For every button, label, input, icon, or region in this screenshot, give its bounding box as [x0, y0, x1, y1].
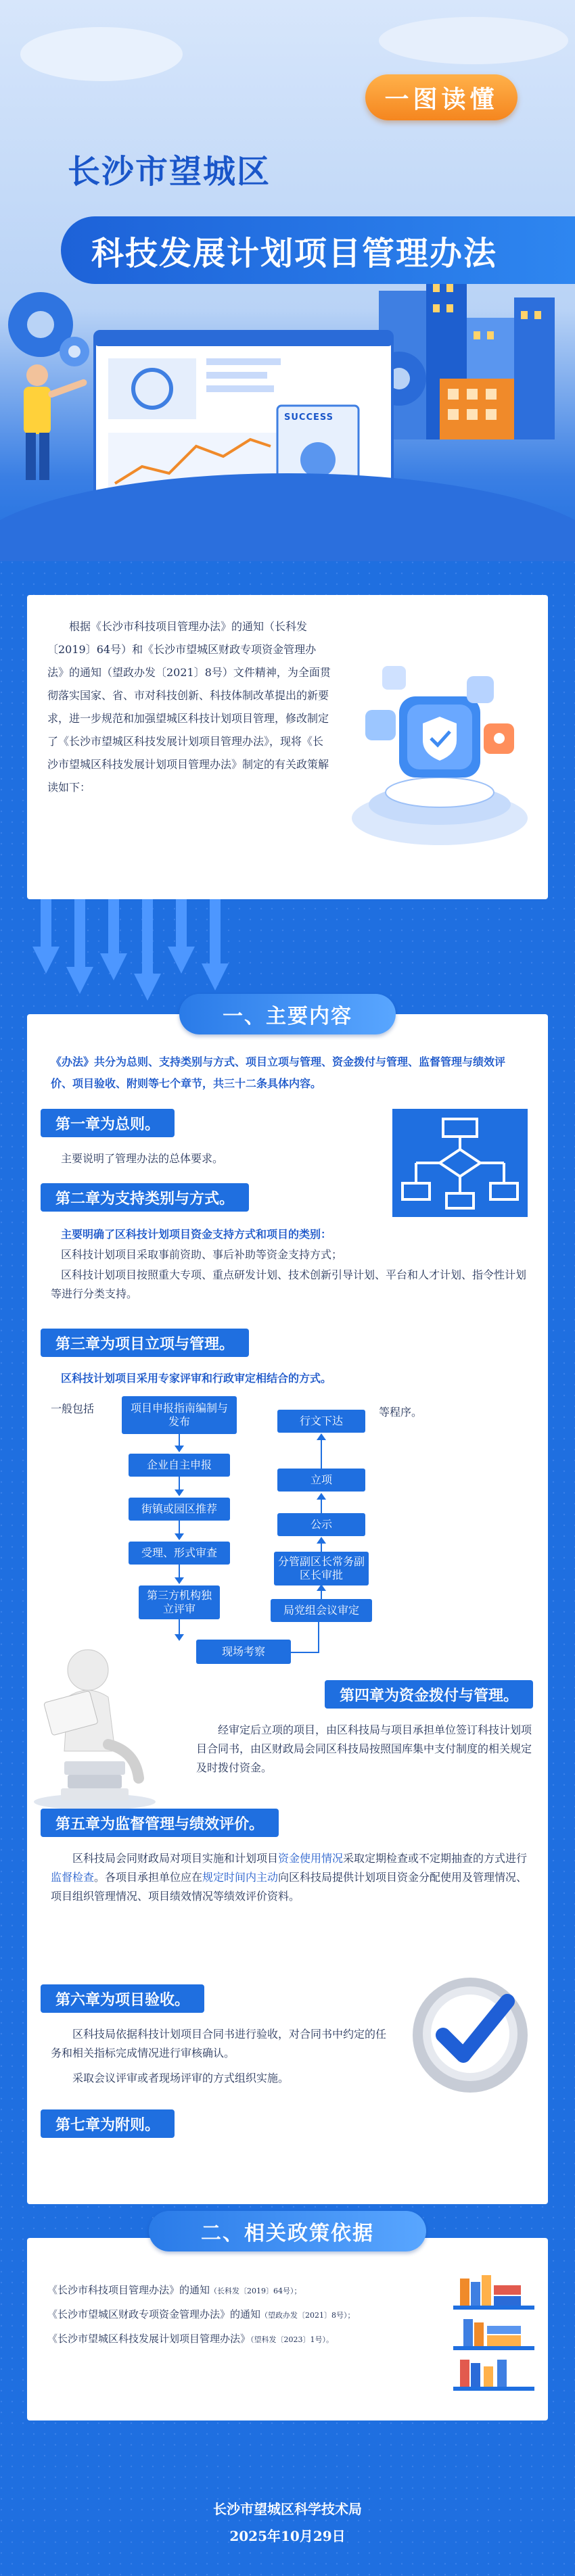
related-policies-card: [27, 2222, 548, 2420]
flow-arrow: [318, 1619, 319, 1653]
chapter-4-text: 经审定后立项的项目，由区科技局与项目承担单位签订科技计划项目合同书，由区财政局会同区科技局按照国库集中支付制度的相关规定及时拨付资金。: [196, 1723, 532, 1774]
chapter-5-text: [51, 1849, 531, 1906]
chapter-5-text-a: 区科技局会同财政局对项目实施和计划项目: [72, 1852, 279, 1865]
flow-arrowhead: [175, 1577, 184, 1584]
flow-arrowhead: [317, 1493, 326, 1500]
summary-text: 《办法》共分为总则、支持类别与方式、项目立项与管理、资金拨付与管理、监督管理与绩效评价、项目验收、附则等七个章节，共三十二条具体内容。: [51, 1055, 506, 1090]
chapter-5-text-d: 向区科技局提供计划项目资金分配使用及管理情况、项目组织管理情况、项目绩效情况等绩效评价资料。: [51, 1871, 528, 1903]
chapter-5-highlight-deadline: 规定时间内主动: [202, 1871, 279, 1884]
flow-step-recommend: 街镇或园区推荐: [129, 1498, 230, 1521]
hero-title-bar: [61, 216, 575, 284]
one-chart-badge: 一图读懂: [365, 74, 518, 120]
chapter-6-title: 第六章为项目验收。: [41, 1984, 204, 2013]
bookshelf-icon: [446, 2265, 541, 2400]
intro-paragraph: 根据《长沙市科技项目管理办法》的通知（长科发〔2019〕64号）和《长沙市望城区财政专项资金管理办法》的通知（望政办发〔2021〕8号）文件精神，为全面贯彻落实国家、省、市对科技创新、科技体制改革提出的新要求，进一步规范和加强望城区科技计划项目管理，修改制定了《长沙市望城区科技发展计划项目管理办法》，现将《长沙市望城区科技发展计划项目管理办法》制定的有关政策解读如下：: [47, 620, 331, 794]
policy-item: [47, 2327, 426, 2352]
policy-item-title: 《长沙市望城区科技发展计划项目管理办法》: [47, 2333, 251, 2345]
flow-step-approval: 分管副区长常务副区长审批: [274, 1552, 369, 1585]
chapter-2-line2: 区科技计划项目按照重大专项、重点研发计划、技术创新引导计划、平台和人才计划、指令性计划等进行分类支持。: [51, 1268, 527, 1300]
policy-item-note: （望科发〔2023〕1号）。: [250, 2335, 334, 2344]
policy-item-note: （长科发〔2019〕64号）；: [210, 2287, 302, 2295]
flow-arrow: [321, 1500, 322, 1513]
flow-arrow: [321, 1440, 322, 1469]
flow-step-third-party: 第三方机构独立评审: [139, 1585, 220, 1619]
policy-item-title: 《长沙市科技项目管理办法》的通知: [47, 2284, 210, 2296]
policy-item: [47, 2279, 426, 2303]
flow-arrowhead: [175, 1489, 184, 1496]
flow-step-issue: 行文下达: [277, 1410, 365, 1433]
success-screen-label: SUCCESS: [284, 412, 334, 423]
chapter-5-highlight-funds: 资金使用情况: [278, 1852, 344, 1865]
chapter-2-line1: 区科技计划项目采取事前资助、事后补助等资金支持方式；: [61, 1248, 343, 1261]
flow-arrowhead: [175, 1446, 184, 1452]
chapter-3-lead: 区科技计划项目采用专家评审和行政审定相结合的方式。: [61, 1372, 332, 1385]
policy-item-note: （望政办发〔2021〕8号）；: [260, 2311, 355, 2320]
chapter-4-title: 第四章为资金拨付与管理。: [325, 1680, 533, 1709]
chapter-6-text1: 区科技局依据科技计划项目合同书进行验收，对合同书中约定的任务和相关指标完成情况进行审核确认。: [51, 2028, 387, 2059]
intro-card: [27, 595, 548, 899]
flow-arrow: [321, 1591, 322, 1599]
flow-step-party-review: 局党组会议审定: [271, 1599, 372, 1622]
flow-arrow: [321, 1544, 322, 1552]
section-main-content-header: 一、主要内容: [179, 994, 396, 1034]
hero-banner: [0, 0, 575, 561]
flow-step-review: 受理、形式审查: [129, 1542, 230, 1565]
chapter-3-tail: 等程序。: [379, 1406, 423, 1418]
policy-list: [47, 2279, 426, 2352]
chapter-2-lead: 主要明确了区科技计划项目资金支持方式和项目的类别：: [61, 1228, 332, 1241]
flow-step-project-setup: 立项: [277, 1469, 365, 1492]
flow-arrow: [291, 1652, 318, 1653]
chapter-2-title: 第二章为支持类别与方式。: [41, 1183, 249, 1212]
flow-step-apply: 企业自主申报: [129, 1454, 230, 1477]
main-content-card: [27, 1005, 548, 2204]
footer-date: 2025年10月29日: [229, 2528, 346, 2544]
chapter-5-text-b: 采取定期检查或不定期抽查的方式进行: [343, 1852, 528, 1865]
chapter-6-text2: 采取会议评审或者现场评审的方式组织实施。: [72, 2072, 290, 2084]
chapter-5-text-c: 。各项目承担单位应在: [94, 1871, 203, 1884]
chapter-5-title: 第五章为监督管理与绩效评价。: [41, 1809, 279, 1837]
flow-step-onsite: 现场考察: [196, 1640, 291, 1664]
flow-arrowhead: [175, 1533, 184, 1540]
flow-arrowhead: [317, 1537, 326, 1544]
hero-title-main: 科技发展计划项目管理办法: [91, 234, 498, 272]
flow-step-publicity: 公示: [277, 1513, 365, 1536]
flowchart-icon: [392, 1109, 528, 1217]
chapter-3-general: 一般包括: [51, 1402, 95, 1415]
flow-arrowhead: [175, 1634, 184, 1641]
section-related-policies-header: 二、相关政策依据: [149, 2211, 426, 2251]
security-cube-illustration: [345, 636, 534, 859]
policy-item-title: 《长沙市望城区财政专项资金管理办法》的通知: [47, 2308, 261, 2320]
chapter-1-text: 主要说明了管理办法的总体要求。: [61, 1152, 224, 1165]
chapter-7-title: 第七章为附则。: [41, 2109, 175, 2138]
chapter-3-title: 第三章为项目立项与管理。: [41, 1329, 249, 1357]
flow-arrowhead: [317, 1433, 326, 1440]
footer-organization: 长沙市望城区科学技术局: [213, 2501, 362, 2517]
reading-figure-illustration: [27, 1616, 162, 1812]
hero-title-district: 长沙市望城区: [68, 153, 271, 191]
checkmark-icon: [406, 1961, 534, 2096]
chapter-5-highlight-inspection: 监督检查: [51, 1871, 95, 1884]
policy-item: [47, 2303, 426, 2327]
flow-step-guide: 项目申报指南编制与发布: [122, 1396, 237, 1434]
chapter-1-title: 第一章为总则。: [41, 1109, 175, 1137]
